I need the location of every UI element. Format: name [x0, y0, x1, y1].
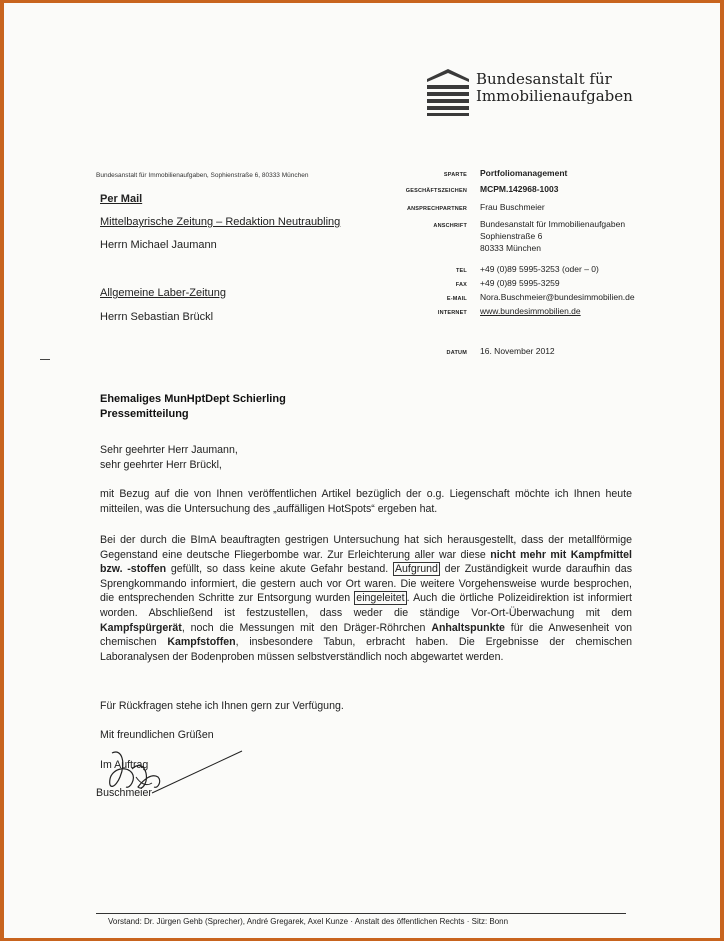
p2-text-m: , insbesondere Tabun, erbracht haben. Die Ergebnisse der chemischen Laboranalysen der Bodenproben müssen selbstverständlich noch abgewartet werden.	[100, 636, 632, 663]
email-label: E-MAIL	[446, 296, 467, 302]
anschrift-line2: Sophienstraße 6	[480, 231, 543, 241]
anschrift-label: ANSCHRIFT	[433, 223, 467, 229]
recipient1-org: Mittelbayrische Zeitung – Redaktion Neutraubling	[100, 216, 341, 228]
delivery-method: Per Mail	[100, 193, 143, 205]
internet-label: INTERNET	[437, 310, 467, 316]
salutation-1: Sehr geehrter Herr Jaumann,	[100, 444, 238, 456]
closing: Mit freundlichen Grüßen	[100, 729, 214, 741]
p2-bold-nicht: nicht mehr mit Kampfmittel bzw. -stoffen	[100, 548, 632, 576]
footer-divider	[96, 913, 626, 914]
p2-text-a: Bei der durch die BImA beauftragten gestrigen Untersuchung hat sich herausgestellt, dass der metallförmige Gegenstand eine deutsche Fliegerbombe war. Zur Erleichterung aller war diese	[100, 534, 632, 561]
fax-label: FAX	[455, 282, 467, 288]
recipient1-name: Herrn Michael Jaumann	[100, 239, 217, 251]
fax-value: +49 (0)89 5995-3259	[480, 278, 560, 288]
recipient2-org: Allgemeine Laber-Zeitung	[100, 287, 226, 299]
p2-text-k: für die Anwesenheit von chemischen	[100, 621, 632, 649]
p2-boxed-eingeleitet: eingeleitet	[356, 592, 405, 605]
fold-mark	[40, 359, 50, 360]
p2-text-c: gefüllt, so dass keine akute Gefahr bestand.	[166, 563, 393, 576]
p2-bold-anhaltspunkte: Anhaltspunkte	[431, 621, 505, 634]
salutation-2: sehr geehrter Herr Brückl,	[100, 459, 222, 471]
p2-bold-kampfspuergeraet: Kampfspürgerät	[100, 621, 182, 634]
sender-line: Bundesanstalt für Immobilienaufgaben, Sophienstraße 6, 80333 München	[96, 172, 309, 179]
tel-label: TEL	[456, 268, 467, 274]
sparte-value: Portfoliomanagement	[480, 168, 568, 178]
tel-value: +49 (0)89 5995-3253 (oder – 0)	[480, 264, 599, 274]
subject-line2: Pressemitteilung	[100, 408, 189, 420]
signer-name: Buschmeier	[96, 787, 152, 799]
org-name-line2: Immobilienaufgaben	[476, 87, 633, 105]
p2-text-e: der Zuständigkeit wurde daraufhin das Sprengkommando informiert, die gestern auch vor Ort waren. Die weitere Vorgehensweise wurde besprochen, die entsprechenden Schritte zur Entsorgung wurden	[100, 563, 632, 605]
geschaeftszeichen-value: MCPM.142968-1003	[480, 184, 559, 194]
signature-icon	[92, 743, 252, 803]
footer-text: Vorstand: Dr. Jürgen Gehb (Sprecher), André Gregarek, Axel Kunze · Anstalt des öffentlichen Rechts · Sitz: Bonn	[108, 917, 509, 926]
datum-value: 16. November 2012	[480, 346, 555, 356]
p2-bold-kampfstoffen: Kampfstoffen	[167, 636, 236, 649]
recipient2-name: Herrn Sebastian Brückl	[100, 311, 214, 323]
org-name-line1: Bundesanstalt für	[476, 70, 612, 88]
email-value[interactable]: Nora.Buschmeier@bundesimmobilien.de	[480, 292, 635, 302]
ansprechpartner-value: Frau Buschmeier	[480, 202, 545, 212]
sparte-label: SPARTE	[443, 172, 467, 178]
datum-label: DATUM	[446, 350, 467, 356]
bima-logo-icon	[425, 65, 471, 117]
ansprechpartner-label: ANSPRECHPARTNER	[406, 206, 467, 212]
p2-text-g: . Auch die örtliche Polizeidirektion ist informiert worden. Abschließend ist festzustellen, dass weder die ständige Vor-Ort-Überwachung mit dem	[100, 592, 632, 619]
paragraph-2	[100, 533, 632, 664]
paragraph-1: mit Bezug auf die von Ihnen veröffentlichen Artikel bezüglich der o.g. Liegenschaft möchte ich Ihnen heute mitteilen, was die Untersuchung des „auffälligen HotSpots“ ergeben hat.	[100, 488, 632, 515]
p2-text-i: , noch die Messungen mit den Dräger-Röhrchen	[181, 621, 432, 634]
anschrift-line1: Bundesanstalt für Immobilienaufgaben	[480, 219, 626, 229]
letter-page	[4, 3, 720, 938]
internet-link[interactable]: www.bundesimmobilien.de	[480, 306, 581, 316]
paragraph-3: Für Rückfragen stehe ich Ihnen gern zur Verfügung.	[100, 700, 344, 712]
anschrift-line3: 80333 München	[480, 243, 541, 253]
im-auftrag: Im Auftrag	[100, 759, 149, 771]
subject-line1: Ehemaliges MunHptDept Schierling	[100, 393, 286, 405]
p2-boxed-aufgrund: Aufgrund	[394, 563, 438, 576]
geschaeftszeichen-label: GESCHÄFTSZEICHEN	[405, 188, 467, 194]
